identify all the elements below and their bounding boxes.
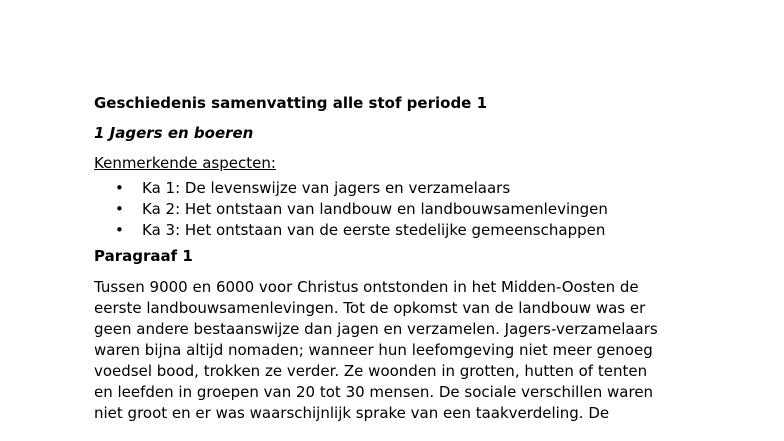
body-line: Tussen 9000 en 6000 voor Christus ontstonden in het Midden-Oosten de [94, 278, 639, 296]
body-line: voedsel bood, trokken ze verder. Ze woonden in grotten, hutten of tenten [94, 362, 648, 380]
list-item [94, 178, 774, 199]
aspect-text: Ka 3: Het ontstaan van de eerste stedelijke gemeenschappen [142, 221, 606, 239]
body-line: en leefden in groepen van 20 tot 30 mensen. De sociale verschillen waren [94, 383, 654, 401]
aspects-subheading: Kenmerkende aspecten: [94, 154, 276, 172]
aspects-list [94, 178, 774, 241]
paragraph-heading: Paragraaf 1 [94, 247, 193, 265]
body-line: niet groot en er was waarschijnlijk sprake van een taakverdeling. De [94, 404, 610, 422]
body-line: geen andere bestaanswijze dan jagen en verzamelen. Jagers-verzamelaars [94, 320, 658, 338]
chapter-heading: 1 Jagers en boeren [94, 124, 254, 142]
list-item [94, 220, 774, 241]
bullet-icon: • [115, 221, 124, 239]
list-item [94, 199, 774, 220]
aspect-text: Ka 2: Het ontstaan van landbouw en landbouwsamenlevingen [142, 200, 608, 218]
body-line: eerste landbouwsamenlevingen. Tot de opkomst van de landbouw was er [94, 299, 646, 317]
bullet-icon: • [115, 200, 124, 218]
document-title: Geschiedenis samenvatting alle stof periode 1 [94, 94, 488, 112]
body-paragraph [94, 277, 774, 424]
aspect-text: Ka 1: De levenswijze van jagers en verzamelaars [142, 179, 511, 197]
bullet-icon: • [115, 179, 124, 197]
document-page [94, 94, 774, 424]
body-line: waren bijna altijd nomaden; wanneer hun leefomgeving niet meer genoeg [94, 341, 653, 359]
